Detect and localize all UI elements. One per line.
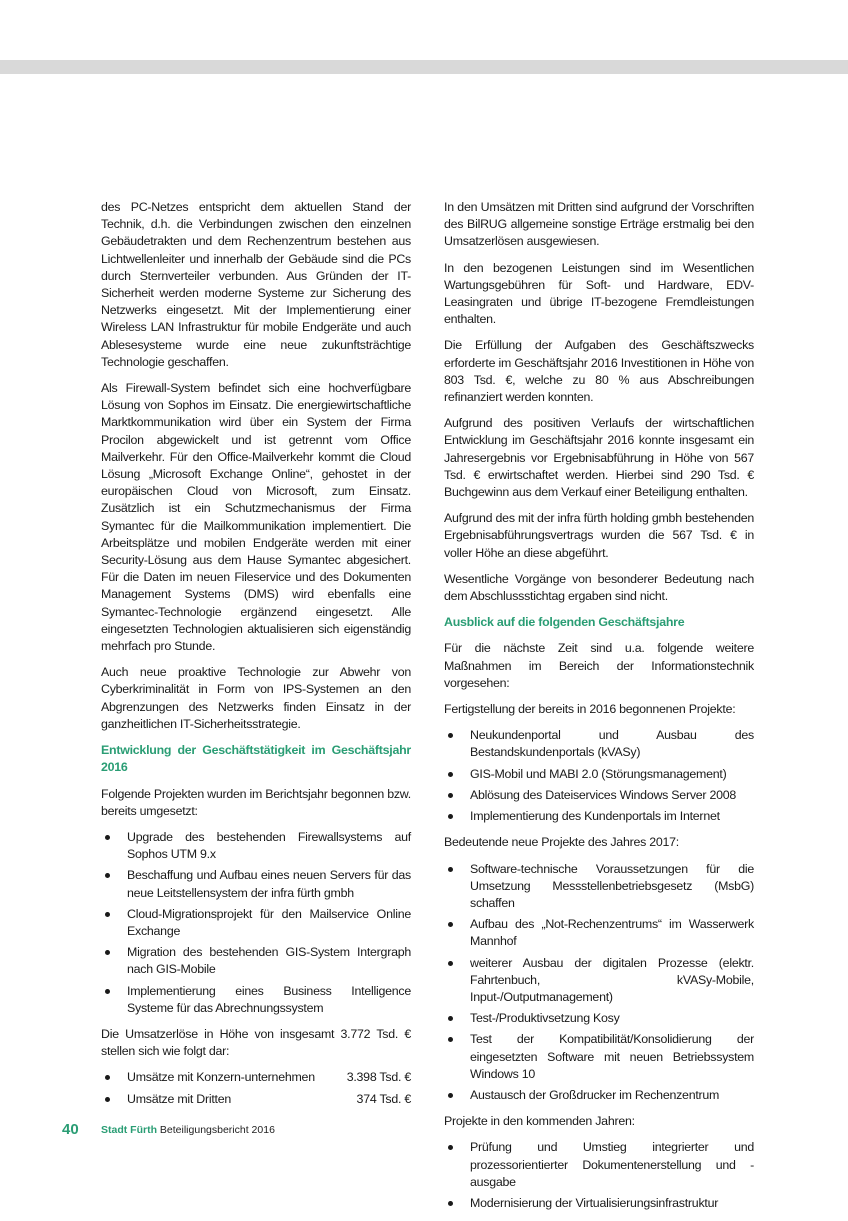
list-item: Ablösung des Dateiservices Windows Server 2008 xyxy=(444,787,754,804)
list-item: Aufbau des „Not-Rechenzentrums“ im Wasserwerk Mannhof xyxy=(444,916,754,950)
page-footer xyxy=(0,1121,848,1141)
paragraph-ongoing-intro: Fertigstellung der bereits in 2016 begonnenen Projekte: xyxy=(444,702,736,717)
bullet-icon xyxy=(448,1016,453,1021)
paragraph-outlook-intro: Für die nächste Zeit sind u.a. folgende weitere Maßnahmen im Bereich der Informationstechnik vorgesehen: xyxy=(444,641,754,690)
paragraph-result: Aufgrund des positiven Verlaufs der wirtschaftlichen Entwicklung im Geschäftsjahr 2016 konnte insgesamt ein Jahresergebnis vor Ergebnisabführung in Höhe von 567 Tsd. € erwirtschaftet werden. Hierbei sind 290 Tsd. € Buchgewinn aus dem Verkauf einer Beteiligung enthalten. xyxy=(444,416,754,500)
paragraph-bilrug: In den Umsätzen mit Dritten sind aufgrund der Vorschriften des BilRUG allgemeine sonstige Erträge erstmalig bei den Umsatzerlösen ausgewiesen. xyxy=(444,200,754,249)
paragraph-firewall: Als Firewall-System befindet sich eine hochverfügbare Lösung von Sophos im Einsatz. Die energiewirtschaftliche Marktkommunikation wird über ein System der Firma Procilon abgewickelt und ist getrennt vom Office Mailverkehr. Für den Office-Mailverkehr kommt die Cloud Lösung „Microsoft Exchange Online“, gehostet in der europäischen Cloud von Microsoft, zum Einsatz. Zusätzlich ist ein Schutzmechanismus der Firma Symantec für die Mailkommunikation implementiert. Die Arbeitsplätze und mobilen Endgeräte werden mit einer Security-Lösung aus dem Hause Symantec abgesichert. Für die Daten im neuen Fileservice und des Dokumenten Management Systems (DMS) wird ebenfalls eine Symantec-Technologie ergänzend eingesetzt. Alle eingesetzten Technologien aktualisieren sich eigenständig mehrfach pro Stunde. xyxy=(101,381,411,654)
heading-outlook: Ausblick auf die folgenden Geschäftsjahre xyxy=(444,615,685,630)
list-item: Cloud-Migrationsprojekt für den Mailservice Online Exchange xyxy=(101,906,411,940)
paragraph-2017-intro: Bedeutende neue Projekte des Jahres 2017: xyxy=(444,835,679,850)
bullet-icon xyxy=(448,1201,453,1206)
paragraph-services: In den bezogenen Leistungen sind im Wesentlichen Wartungsgebühren für Soft- und Hardware, EDV-Leasingraten und übrige IT-bezogene Fremdleistungen enthalten. xyxy=(444,260,754,327)
bullet-icon xyxy=(448,1093,453,1098)
list-item: GIS-Mobil und MABI 2.0 (Störungsmanagement) xyxy=(444,766,754,783)
list-item: Modernisierung der Virtualisierungsinfrastruktur xyxy=(444,1195,754,1212)
bullet-icon xyxy=(448,733,453,738)
paragraph-projects-intro: Folgende Projekten wurden im Berichtsjahr begonnen bzw. bereits umgesetzt: xyxy=(101,786,411,818)
footer-text xyxy=(101,1124,275,1136)
list-item: Test-/Produktivsetzung Kosy xyxy=(444,1010,754,1027)
paragraph-ips: Auch neue proaktive Technologie zur Abwehr von Cyberkriminalität in Form von IPS-Systemen an den Abgrenzungen des Netzwerks finden Einsatz in der ganzheitlichen IT-Sicherheitsstrategie. xyxy=(101,665,411,731)
paragraph-transfer: Aufgrund des mit der infra fürth holding gmbh bestehenden Ergebnisabführungsvertrags wurden die 567 Tsd. € in voller Höhe an diese abgeführt. xyxy=(444,511,754,560)
revenue-value: 3.398 Tsd. € xyxy=(346,1070,411,1085)
bullet-icon xyxy=(448,867,453,872)
list-item: Implementierung des Kundenportals im Internet xyxy=(444,808,754,825)
heading-development: Entwicklung der Geschäftstätigkeit im Geschäftsjahr 2016 xyxy=(101,743,411,775)
revenue-label: Umsätze mit Konzern-unternehmen xyxy=(127,1070,315,1085)
header-band xyxy=(0,60,848,74)
list-item: Migration des bestehenden GIS-System Intergraph nach GIS-Mobile xyxy=(101,944,411,978)
left-column xyxy=(101,199,411,1117)
bullet-icon xyxy=(448,922,453,927)
paragraph-revenue-intro: Die Umsatzerlöse in Höhe von insgesamt 3.772 Tsd. € stellen sich wie folgt dar: xyxy=(101,1026,411,1059)
revenue-item xyxy=(101,1069,411,1086)
list-item: Austausch der Großdrucker im Rechenzentrum xyxy=(444,1087,754,1104)
paragraph-future-intro: Projekte in den kommenden Jahren: xyxy=(444,1114,635,1129)
list-item: Upgrade des bestehenden Firewallsystems auf Sophos UTM 9.x xyxy=(101,829,411,863)
bullet-icon xyxy=(448,961,453,966)
page-number: 40 xyxy=(62,1121,79,1138)
list-item: Neukundenportal und Ausbau des Bestandskundenportals (kVASy) xyxy=(444,727,754,761)
bullet-icon xyxy=(105,989,110,994)
paragraph-events: Wesentliche Vorgänge von besonderer Bedeutung nach dem Abschlussstichtag ergaben sind nicht. xyxy=(444,571,754,604)
list-item: Beschaffung und Aufbau eines neuen Servers für das neue Leitstellensystem der infra fürth gmbh xyxy=(101,867,411,901)
bullet-icon xyxy=(448,772,453,777)
bullet-icon xyxy=(105,873,110,878)
new-2017-list xyxy=(444,861,754,1105)
bullet-icon xyxy=(105,1075,110,1080)
paragraph-investments: Die Erfüllung der Aufgaben des Geschäftszwecks erforderte im Geschäftsjahr 2016 Investitionen in Höhe von 803 Tsd. €, welche zu 80 % aus Abschreibungen refinanziert werden konnten. xyxy=(444,338,754,405)
bullet-icon xyxy=(448,1037,453,1042)
list-item: Software-technische Voraussetzungen für die Umsetzung Messstellenbetriebsgesetz (MsbG) schaffen xyxy=(444,861,754,913)
paragraph-network: des PC-Netzes entspricht dem aktuellen Stand der Technik, d.h. die Verbindungen zwischen den einzelnen Gebäudetrakten und dem Rechenzentrum bestehen aus Lichtwellenleiter und innerhalb der Gebäude sind die PCs durch Sternverteiler verbunden. Aus Gründen der IT-Sicherheit werden moderne Systeme zur Sicherung des Netzwerks eingesetzt. Mit der Implementierung einer Wireless LAN Infrastruktur für mobile Endgeräte und auch Ablesesysteme wurde eine neue zukunftsträchtige Technologie geschaffen. xyxy=(101,200,411,369)
list-item: Test der Kompatibilität/Konsolidierung der eingesetzten Software mit neuen Betriebssystem Windows 10 xyxy=(444,1031,754,1083)
revenue-list xyxy=(101,1069,411,1107)
list-item: Implementierung eines Business Intelligence Systeme für das Abrechnungssystem xyxy=(101,983,411,1017)
revenue-label: Umsätze mit Dritten xyxy=(127,1091,232,1106)
footer-brand: Stadt Fürth xyxy=(101,1124,157,1136)
bullet-icon xyxy=(448,1145,453,1150)
ongoing-list xyxy=(444,727,754,825)
bullet-icon xyxy=(105,835,110,840)
list-item: weiterer Ausbau der digitalen Prozesse (elektr. Fahrtenbuch, kVASy-Mobile, Input-/Outputmanagement) xyxy=(444,955,754,1007)
future-list xyxy=(444,1139,754,1212)
bullet-icon xyxy=(448,793,453,798)
revenue-value: 374 Tsd. € xyxy=(356,1091,411,1106)
footer-title: Beteiligungsbericht 2016 xyxy=(159,1124,275,1136)
bullet-icon xyxy=(105,950,110,955)
list-item: Prüfung und Umstieg integrierter und prozessorientierter Dokumentenerstellung und -ausgabe xyxy=(444,1139,754,1191)
right-column xyxy=(444,199,754,1221)
bullet-icon xyxy=(105,1097,110,1102)
bullet-icon xyxy=(105,912,110,917)
projects-list xyxy=(101,829,411,1017)
revenue-item xyxy=(101,1091,411,1108)
bullet-icon xyxy=(448,814,453,819)
